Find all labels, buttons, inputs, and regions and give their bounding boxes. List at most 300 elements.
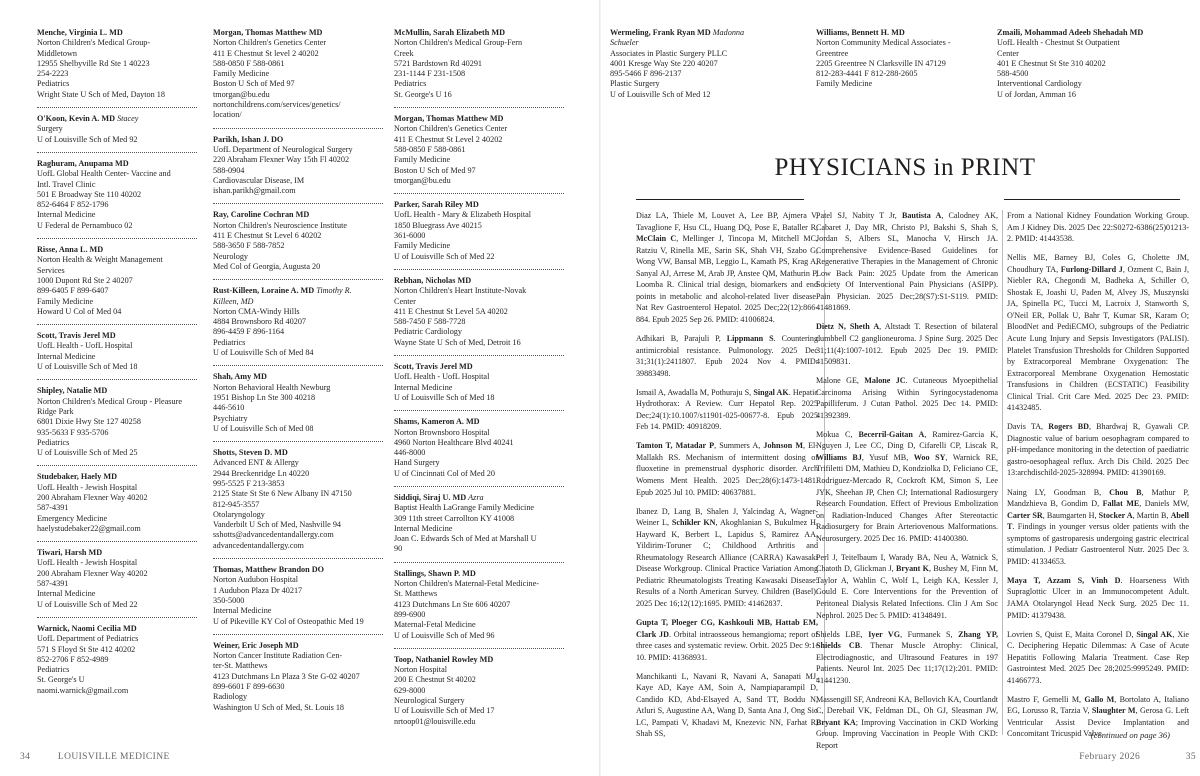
entry-line: Norton Health & Weight Management [37, 255, 163, 265]
entry-line: U of Louisville Sch of Med 92 [37, 134, 138, 144]
entry-line: 588-0850 F 588-0861 [394, 144, 466, 154]
entry-heading [213, 210, 383, 220]
directory-entry [610, 28, 790, 100]
citation: Ibanez D, Lang B, Shalen J, Yalcindag A, Wagner-Weiner L, Schikler KN, Akoghlanian S, Bukulmez H, Hayward K, Berbert L, Lapidus S, Ramirez AA, Yildirim-Toruner C; Childhood Arthritis and Rheumatology Research Alliance (CARRA) Kawasaki Disease Workgroup. Clinical Practice Variation Among Pediatric Rheumatologists Treating Kawasaki Disease: Results of a North American Survey. Children (Basel). 2025 Dec 16;12(12):1695. PMID: 41462837. [636, 506, 818, 608]
entry-line: Pediatrics [213, 337, 246, 347]
entry-line: St. George's U 16 [394, 89, 452, 99]
citation: Massengill SF, Andreoni KA, Bellovich KA, Courtlandt C, Derebail VK, Feldman DL, Oh GJ, Sleasman JW, Bryant KA; Improving Vaccination in CKD Working Group. Improving Vaccination in People With CKD: Report [816, 694, 998, 750]
entry-line: UofL Health - Mary & Elizabeth Hospital [394, 210, 532, 220]
entry-line: Neurology [213, 251, 249, 261]
entry-heading [394, 200, 564, 210]
directory-entry [394, 28, 564, 100]
directory-entry [213, 441, 383, 551]
physician-name: Ray, Caroline Cochran MD [213, 210, 310, 220]
entry-heading [213, 286, 383, 296]
entry-line: 852-2706 F 852-4989 [37, 654, 109, 664]
entry-line: Boston U Sch of Med 97 [213, 79, 295, 89]
physician-name: Studebaker, Haely MD [37, 472, 117, 482]
entry-divider [213, 279, 383, 280]
entry-line: 200 Abraham Flexner Way 40202 [37, 568, 148, 578]
citation-column-2 [816, 210, 998, 759]
entry-line: 587-4391 [37, 503, 69, 513]
physician-name: Rust-Killeen, Loraine A. MD [213, 286, 315, 296]
entry-line: 899-6601 F 899-6630 [213, 682, 285, 692]
entry-line: Hand Surgery [394, 458, 440, 468]
entry-line: 1000 Dupont Rd Ste 2 40207 [37, 275, 133, 285]
entry-line: Internal Medicine [394, 382, 453, 392]
entry-heading [394, 493, 564, 503]
entry-line: Psychiatry [213, 413, 248, 423]
physician-name: Wermeling, Frank Ryan MD [610, 28, 711, 37]
entry-line[interactable]: ishan.parikh@gmail.com [213, 186, 296, 196]
entry-heading [213, 135, 383, 145]
entry-heading [394, 28, 564, 38]
directory-entry [37, 238, 197, 317]
entry-heading [394, 569, 564, 579]
entry-line: 361-6000 [394, 231, 426, 241]
entry-line: 401 E Chestnut St Ste 310 40202 [997, 58, 1106, 68]
entry-heading [37, 548, 197, 558]
entry-line: 1 Audubon Plaza Dr 40217 [213, 585, 303, 595]
entry-line: UofL Health - Jewish Hospital [37, 482, 138, 492]
citation: Ismail A, Awadalla M, Pothuraju S, Singal AK. Hepatic Hydrothorax: A Review. Curr Hepatol Rep. 2025 Dec;24(1):10.1007/s11901-025-00677-8. Epub 2025 Feb 14. PMID: 40918209. [636, 387, 818, 432]
entry-line: Norton Brownsboro Hospital [394, 427, 490, 437]
entry-divider [394, 269, 564, 270]
entry-line: Norton Children's Medical Group- [37, 38, 151, 48]
directory-column-2 [213, 28, 383, 713]
entry-divider [394, 648, 564, 649]
entry-line: 254-2223 [37, 69, 69, 79]
entry-heading [37, 386, 197, 396]
entry-divider [394, 355, 564, 356]
entry-line: Ridge Park [37, 406, 74, 416]
entry-line: Family Medicine [37, 296, 94, 306]
physician-name: Weiner, Eric Joseph MD [213, 640, 299, 650]
entry-line: U of Louisville Sch of Med 18 [37, 362, 138, 372]
entry-line: Norton Audubon Hospital [213, 575, 299, 585]
title-rule [636, 199, 804, 200]
continued-note: (continued on page 36) [1090, 730, 1170, 740]
entry-line: Radiology [213, 692, 248, 702]
citation: Mastro F, Gemelli M, Gallo M, Bortolato A, Italiano EG, Lorusso R, Tarzia V, Slaughter M, Gerosa G. Left Ventricular Assist Device Implantation and Concomitant Tricuspid Valve [1007, 694, 1189, 739]
entry-line: Pediatrics [37, 665, 70, 675]
entry-line: Family Medicine [394, 241, 451, 251]
entry-divider [213, 128, 383, 129]
entry-line: 4123 Dutchmans Ln Ste 606 40207 [394, 599, 511, 609]
citation: Adhikari B, Parajuli P, Lippmann S. Countering antimicrobial resistance. Pulmonology. 2025 Dec 31;31(1):2411807. Epub 2024 Nov 4. PMID: 39883498. [636, 333, 819, 378]
entry-divider [394, 410, 564, 411]
entry-divider [394, 193, 564, 194]
entry-divider [37, 541, 197, 542]
entry-line: U of Louisville Sch of Med 12 [610, 89, 711, 99]
entry-line: 411 E Chestnut St Level 5A 40202 [394, 306, 508, 316]
entry-line: U of Louisville Sch of Med 22 [37, 599, 138, 609]
directory-entry [213, 558, 383, 627]
directory-entry [394, 486, 564, 555]
citation: Perl J, Teitelbaum I, Warady BA, Neu A, Watnick S, Chatoth D, Glickman J, Bryant K, Bushey M, Finn M, Taylor A, Wahlin C, Wolf L, Leigh KA, Kessler J, Gould E. Core Interventions for the Prevention of Peritoneal Dialysis Related Infections. Clin J Am Soc Nephrol. 2025 Dec 5. PMID: 41348491. [816, 552, 998, 620]
entry-line: Middletown [37, 48, 78, 58]
entry-heading [394, 276, 564, 286]
entry-line: 411 E Chestnut St Level 6 40202 [213, 231, 322, 241]
entry-line: 588-3650 F 588-7852 [213, 241, 285, 251]
directory-entry [213, 279, 383, 358]
entry-line: U of Louisville Sch of Med 18 [394, 392, 495, 402]
physician-name: Zmaili, Mohammad Adeeb Shehadah MD [997, 28, 1144, 37]
entry-divider [213, 365, 383, 366]
entry-line: UofL Health - Jewish Hospital [37, 558, 138, 568]
physician-name: Raghuram, Anupama MD [37, 158, 129, 168]
entry-divider [37, 617, 197, 618]
entry-line: 852-6464 F 852-1796 [37, 200, 109, 210]
entry-heading [394, 655, 564, 665]
entry-divider [37, 238, 197, 239]
entry-line: 587-4391 [37, 579, 69, 589]
entry-line: Baptist Health LaGrange Family Medicine [394, 503, 535, 513]
entry-divider [213, 203, 383, 204]
entry-line: 350-5000 [213, 595, 245, 605]
directory-entry [37, 541, 197, 610]
spouse-name: Timothy R. [316, 286, 352, 296]
entry-line: U of Louisville Sch of Med 25 [37, 448, 138, 458]
entry-line: Otolaryngology [213, 509, 265, 519]
spouse-name: Stacey [117, 114, 139, 124]
directory-entry [37, 107, 197, 145]
entry-line: 588-0850 F 588-0861 [213, 58, 285, 68]
directory-entry [816, 28, 1001, 90]
entry-line: Pediatrics [37, 79, 70, 89]
citation: Nellis ME, Barney BJ, Coles G, Cholette JM, Choudhury TA, Furlong-Dillard J, Ozment C, Bain J, Niebler RA, Chegondi M, Badheka A, Schiller O, Shostak E, Joashi U, Paden M, Alvey JS, Muszynski JA, Spinella PC, Tucci M, Lacroix J, Stanworth S, O'Neil ER, Pollak U, Bahr T, Kumar SR, Karam O; BloodNet and PediECMO, subgroups of the Pediatric Acute Lung Injury and Sepsis Investigators (PALISI). Platelet Transfusion Thresholds for Children Supported by Extracorporeal Membrane Oxygenation: The Extracorporeal Membrane Oxygenation Hemostatic Transfusions in Children (ECSTATIC) Feasibility Clinical Trial. Crit Care Med. 2025 Dec 23. PMID: 41432485. [1007, 253, 1189, 413]
entry-line: 995-5525 F 213-3853 [213, 478, 285, 488]
entry-line: Pediatric Cardiology [394, 327, 462, 337]
entry-line: U of Louisville Sch of Med 22 [394, 251, 495, 261]
entry-line: 588-0904 [213, 165, 245, 175]
physician-name: Parker, Sarah Riley MD [394, 200, 479, 210]
entry-line: 1951 Bishop Ln Ste 300 40218 [213, 392, 316, 402]
entry-line: U of Louisville Sch of Med 96 [394, 630, 495, 640]
entry-heading [37, 159, 197, 169]
entry-line: Wayne State U Sch of Med, Detroit 16 [394, 337, 521, 347]
citation: Naing LY, Goodman B, Chou B, Mathur P, Mandzhieva B, Gondim D, Fallat ME, Daniels MW, Carter SR, Baumgarten H, Stocker A, Martin B, Abell T. Findings in younger versus older patients with the symptoms of gastroparesis undergoing gastric electrical stimulation. J Pediatr Gastroenterol Nutr. 2025 Dec 3. PMID: 41334653. [1007, 487, 1189, 566]
physician-name: McMullin, Sarah Elizabeth MD [394, 28, 505, 37]
entry-line: UofL Department of Neurological Surgery [213, 144, 353, 154]
spouse-name-cont: Schueler [610, 38, 639, 48]
directory-entry [213, 28, 383, 121]
entry-line: Norton Cancer Institute Radiation Cen- [213, 651, 343, 661]
directory-entry [37, 465, 197, 534]
entry-line: Cardiovascular Disease, IM [213, 175, 305, 185]
entry-line: Norton Children's Genetics Center [394, 124, 508, 134]
entry-line: 411 E Chestnut St Level 2 40202 [394, 134, 503, 144]
physician-name: Stallings, Shawn P. MD [394, 568, 476, 578]
physician-name: Parikh, Ishan J. DO [213, 134, 284, 144]
entry-line: 90 [394, 544, 403, 554]
entry-line: 935-5633 F 935-5706 [37, 427, 109, 437]
entry-heading [394, 362, 564, 372]
entry-heading [997, 28, 1182, 38]
entry-line: Emergency Medicine [37, 513, 108, 523]
entry-line: 411 E Chestnut St level 2 40202 [213, 48, 319, 58]
directory-column-3 [394, 28, 564, 727]
section-title: PHYSICIANS in PRINT [774, 154, 1036, 181]
citation-column-3 [1007, 210, 1189, 747]
citation: Gupta T, Ploeger CG, Kashkouli MB, Hattab EM, Clark JD. Orbital intraosseous hemangioma; report of three cases and systematic review. Orbit. 2025 Dec 9:1-10. PMID: 41368931. [636, 618, 819, 662]
entry-divider [394, 486, 564, 487]
entry-line: U of Louisville Sch of Med 17 [394, 706, 495, 716]
entry-line: UofL Department of Pediatrics [37, 634, 139, 644]
entry-line: Internal Medicine [37, 351, 96, 361]
physician-name: Scott, Travis Jerel MD [394, 362, 473, 372]
title-rule [1004, 199, 1180, 200]
citation: Malone GE, Malone JC. Cutaneous Myoepithelial Carcinoma Arising Within Syringocystadenoma Papilliferum. J Cutan Pathol. 2025 Dec 14. PMID: 41392389. [816, 376, 998, 420]
entry-heading [213, 641, 383, 651]
directory-entry [37, 617, 197, 696]
directory-entry [37, 152, 197, 231]
entry-divider [37, 152, 197, 153]
entry-line: Boston U Sch of Med 97 [394, 165, 476, 175]
entry-line: Pediatrics [394, 79, 427, 89]
entry-heading [37, 624, 197, 634]
left-footer [20, 752, 170, 762]
entry-line: Joan C. Edwards Sch of Med at Marshall U [394, 534, 537, 544]
entry-line: Pediatrics [37, 437, 70, 447]
physician-name: Toop, Nathaniel Rowley MD [394, 654, 494, 664]
entry-line: 2125 State St Ste 6 New Albany IN 47150 [213, 489, 352, 499]
entry-heading [394, 417, 564, 427]
entry-line: 812-945-3557 [213, 499, 260, 509]
entry-line: St. Matthews [394, 589, 438, 599]
entry-line[interactable]: advancedentandallergy.com [213, 540, 304, 550]
entry-divider [213, 634, 383, 635]
entry-line: ter-St. Matthews [213, 661, 268, 671]
entry-line: Surgery [37, 124, 63, 134]
entry-line: 2205 Greentree N Clarksville IN 47129 [816, 58, 946, 68]
entry-line: 309 11th street Carrollton KY 41008 [394, 513, 515, 523]
right-footer [1079, 752, 1196, 762]
directory-entry [213, 365, 383, 434]
entry-divider [394, 562, 564, 563]
spouse-name: Madonna [712, 28, 745, 37]
entry-line: 5721 Bardstown Rd 40291 [394, 58, 483, 68]
entry-line: 6801 Dixie Hwy Ste 127 40258 [37, 417, 141, 427]
entry-line: Intl. Travel Clinic [37, 179, 96, 189]
citation: Mokua C, Becerril-Gaitan A, Ramirez-Garcia K, Nguyen J, Lee CC, Ding D, Cifarelli CP, Liscak R, Williams BJ, Yusuf MB, Woo SY, Warnick RE, Trifiletti DM, Mathieu D, Kondziolka D, Feliciano CE, Rodriguez-Mercado R, Cockroft KM, Simon S, Lee JYK, Sheehan JP, Chen CJ; International Radiosurgery Research Foundation. Effect of Previous Embolization on Radiation-Induced Changes After Stereotactic Radiosurgery for Brain Arteriovenous Malformations. Neurosurgery. 2025 Dec 16. PMID: 41400380. [816, 429, 998, 543]
physician-name: Risse, Anna L. MD [37, 245, 104, 255]
entry-line: St. George's U [37, 675, 85, 685]
entry-line: Internal Medicine [394, 523, 453, 533]
entry-heading [37, 114, 197, 124]
directory-entry [394, 410, 564, 479]
issue-date: February 2026 [1079, 752, 1141, 762]
directory-column-4 [610, 28, 790, 100]
physician-name: Scott, Travis Jerel MD [37, 331, 116, 341]
entry-line: Services [37, 265, 65, 275]
physician-name: Siddiqi, Siraj U. MD [394, 492, 467, 502]
directory-column-5 [816, 28, 1001, 90]
entry-line[interactable]: sshotts@advancedentandallergy.com [213, 530, 334, 540]
entry-heading [37, 245, 197, 255]
citation: Patel SJ, Nabity T Jr, Bautista A, Calodney AK, Cabaret J, Day MR, Christo PJ, Bakshi S, Shah S, Jordan S, Albers SL, Manocha V, Hirsch JA. Comprehensive Evidence-Based Guidelines for Regenerative Therapies in the Management of Chronic Low Back Pain: 2025 Update from the American Society Of Interventional Pain Physicians (ASIPP). Pain Physician. 2025 Dec;28(S7):S1-S119. PMID: 41481869. [816, 211, 998, 313]
entry-heading [213, 28, 383, 38]
entry-line: Associates in Plastic Surgery PLLC [610, 48, 728, 58]
entry-divider [394, 107, 564, 108]
directory-entry [213, 634, 383, 713]
spouse-name: Azra [468, 492, 484, 502]
entry-line: Internal Medicine [37, 589, 96, 599]
entry-line: U of Louisville Sch of Med 08 [213, 423, 314, 433]
citation: From a National Kidney Foundation Working Group. Am J Kidney Dis. 2025 Dec 22:S0272-6386(25)01213-2. PMID: 41443538. [1007, 211, 1189, 244]
entry-line: Norton Children's Maternal-Fetal Medicine- [394, 579, 539, 589]
citation: Dietz N, Sheth A, Altstadt T. Resection of bilateral dumbbell C2 ganglioneuroma. J Spine Surg. 2025 Dec 31;11(4):1007-1012. Epub 2025 Dec 19. PMID: 41509831. [816, 322, 998, 367]
entry-line: Center [394, 296, 416, 306]
entry-line: 501 E Broadway Ste 110 40202 [37, 189, 142, 199]
entry-line[interactable]: naomi.warnick@gmail.com [37, 685, 129, 695]
directory-entry [394, 648, 564, 727]
entry-line: Family Medicine [213, 69, 270, 79]
entry-line: 4001 Kresge Way Ste 220 40207 [610, 58, 718, 68]
directory-entry [37, 28, 197, 100]
entry-line: Norton Hospital [394, 665, 447, 675]
entry-line: Advanced ENT & Allergy [213, 458, 299, 468]
citation: Davis TA, Rogers BD, Bhardwaj R, Gyawali CP. Diagnostic value of barium oesophagram compared to pH-impedance monitoring in the detection of paediatric gastro-oesophageal reflux. Arch Dis Child. 2025 Dec 13:archdischild-2025-328994. PMID: 41390169. [1007, 422, 1190, 478]
entry-line: Center [997, 48, 1019, 58]
entry-line: Norton Children's Genetics Center [213, 38, 327, 48]
entry-heading [37, 331, 197, 341]
entry-line: 896-4459 F 896-1164 [213, 327, 285, 337]
entry-line: 588-4500 [997, 69, 1029, 79]
entry-line: 899-6900 [394, 609, 426, 619]
entry-heading [394, 114, 564, 124]
physician-name: Rebhan, Nicholas MD [394, 275, 472, 285]
right-page [600, 0, 1200, 776]
entry-heading [37, 28, 197, 38]
entry-line: Neurological Surgery [394, 696, 465, 706]
entry-line: 12955 Shelbyville Rd Ste 1 40223 [37, 58, 150, 68]
physician-name: Shah, Amy MD [213, 372, 267, 382]
entry-divider [213, 441, 383, 442]
physician-name: Menche, Virginia L. MD [37, 28, 123, 37]
entry-line: 200 E Chestnut St 40202 [394, 675, 476, 685]
entry-divider [37, 324, 197, 325]
directory-entry [213, 128, 383, 197]
entry-line[interactable]: tmorgan@bu.edu [213, 89, 270, 99]
entry-heading [213, 448, 383, 458]
entry-heading [610, 28, 790, 38]
directory-entry [394, 269, 564, 348]
entry-line: U of Jordan, Amman 16 [997, 89, 1076, 99]
entry-line: Norton Children's Medical Group-Fern [394, 38, 523, 48]
entry-heading [213, 372, 383, 382]
entry-line: Norton Children's Heart Institute-Novak [394, 286, 527, 296]
entry-line: 4884 Brownsboro Rd 40207 [213, 317, 307, 327]
entry-line: 446-5610 [213, 403, 245, 413]
entry-line: 629-8000 [394, 685, 426, 695]
directory-entry [394, 107, 564, 186]
entry-divider [37, 107, 197, 108]
entry-line: Washington U Sch of Med, St. Louis 18 [213, 702, 345, 712]
physician-name: Shotts, Steven D. MD [213, 448, 288, 458]
entry-divider [37, 465, 197, 466]
entry-heading [213, 565, 383, 575]
entry-line: Greentree [816, 48, 849, 58]
entry-line: Norton Community Medical Associates - [816, 38, 951, 48]
right-page-number: 35 [1185, 752, 1196, 762]
physician-name: O'Koon, Kevin A. MD [37, 114, 116, 124]
entry-line: 812-283-4441 F 812-288-2605 [816, 69, 918, 79]
entry-line: 220 Abraham Flexner Way 15th Fl 40202 [213, 155, 350, 165]
spouse-name-cont: Killeen, MD [213, 296, 254, 306]
entry-line: 899-6405 F 899-6407 [37, 286, 109, 296]
entry-line: Interventional Cardiology [997, 79, 1082, 89]
directory-column-1 [37, 28, 197, 696]
entry-line: Creek [394, 48, 414, 58]
entry-line: Norton CMA-Windy Hills [213, 306, 300, 316]
entry-line: 1850 Bluegrass Ave 40215 [394, 220, 482, 230]
entry-line: UofL Health - UofL Hospital [394, 372, 490, 382]
entry-line: 446-8000 [394, 448, 426, 458]
entry-line: U of Pikeville KY Col of Osteopathic Med 19 [213, 616, 364, 626]
citation: Shields LBE, Iyer VG, Furmanek S, Zhang YP, Shields CB. Thenar Muscle Atrophy: Clinical, Electrodiagnostic, and Ultrasound Features in 197 Patients. Neurol Int. 2025 Dec 11;17(12):201. PMID: 41441230. [816, 629, 998, 685]
entry-line: 4960 Norton Healthcare Blvd 40241 [394, 437, 514, 447]
citation: Maya T, Azzam S, Vinh D. Hoarseness With Supraglottic Ulcer in an Immunocompetent Adult. JAMA Otolaryngol Head Neck Surg. 2025 Dec 11. PMID: 41379438. [1007, 575, 1189, 620]
physician-name: Thomas, Matthew Brandon DO [213, 565, 324, 575]
citation: Tamton T, Matadar P, Summers A, Johnson M, El-Mallakh RS. Mechanism of intermittent dosing of fluoxetine in premenstrual dysphoric disorder. Arch Womens Ment Health. 2025 Dec;28(6):1473-1481. Epub 2025 Jul 10. PMID: 40637881. [636, 441, 818, 497]
physician-name: Morgan, Thomas Matthew MD [213, 28, 323, 37]
publication-name: LOUISVILLE MEDICINE [57, 752, 170, 762]
entry-line: Norton Children's Neuroscience Institute [213, 220, 348, 230]
entry-divider [213, 558, 383, 559]
entry-line: 200 Abraham Flexner Way 40202 [37, 492, 148, 502]
citation: Manchikanti L, Navani R, Navani A, Sanapati MJ, Kaye AD, Kaye AM, Soin A, Nampiaparampil D, Candido KD, Abd-Elsayed A, Sand TT, Boddu N, Atluri S, Augustine AA, Wang D, Santa Ana J, Ong Sio LC, Pampati V, Khadavi M, Knezevic NN, Farhat R, Shah SS, [636, 671, 818, 739]
entry-line: UofL Global Health Center- Vaccine and [37, 169, 171, 179]
directory-column-6 [997, 28, 1182, 100]
entry-line: Norton Children's Medical Group - Pleasure [37, 396, 182, 406]
entry-line[interactable]: haelystudebaker22@gmail.com [37, 523, 141, 533]
directory-entry [213, 203, 383, 272]
entry-line[interactable]: tmorgan@bu.edu [394, 175, 451, 185]
entry-line: 588-7450 F 588-7728 [394, 317, 466, 327]
entry-divider [37, 379, 197, 380]
entry-line: Plastic Surgery [610, 79, 660, 89]
directory-entry [37, 324, 197, 372]
entry-heading [816, 28, 1001, 38]
entry-line[interactable]: nrtoop01@louisville.edu [394, 716, 476, 726]
entry-line: U of Cincinnati Col of Med 20 [394, 468, 495, 478]
entry-line: Med Col of Georgia, Augusta 20 [213, 261, 321, 271]
entry-line: Family Medicine [394, 155, 451, 165]
entry-line: 2944 Breckenridge Ln 40220 [213, 468, 310, 478]
entry-line: U of Louisville Sch of Med 84 [213, 348, 314, 358]
directory-entry [37, 379, 197, 458]
citation: Diaz LA, Thiele M, Louvet A, Lee BP, Ajmera V, Tavaglione F, Hsu CL, Huang DQ, Pose E, Bataller R, McClain C, Mellinger J, Tincopa M, Mitchell MC, Ratziu V, Rinella ME, Sarin SK, Shah VH, Szabo G, Wong VW, Bansal MB, Leggio L, Kamath PS, Krag A, Sanyal AJ, Arrese M, Arab JP, Anstee QM, Mathurin P, Loomba R. Clinical trial design, biomarkers and end points in metabolic and alcohol-related liver disease. Nat Rev Gastroenterol Hepatol. 2025 Dec;22(12):866-884. Epub 2025 Sep 26. PMID: 41006824. [636, 211, 818, 324]
entry-line: 895-5466 F 896-2137 [610, 69, 682, 79]
physician-name: Shams, Kameron A. MD [394, 417, 480, 427]
physician-name: Shipley, Natalie MD [37, 386, 108, 396]
entry-line: U Federal de Pernambuco 02 [37, 220, 133, 230]
directory-entry [394, 355, 564, 403]
entry-line: Internal Medicine [213, 606, 272, 616]
entry-line: location/ [213, 110, 242, 120]
directory-entry [997, 28, 1182, 100]
directory-entry [394, 193, 564, 262]
entry-line: Internal Medicine [37, 210, 96, 220]
entry-line[interactable]: nortonchildrens.com/services/genetics/ [213, 100, 341, 110]
entry-line: UofL Health - UofL Hospital [37, 341, 133, 351]
entry-line: Maternal-Fetal Medicine [394, 620, 476, 630]
entry-heading [37, 472, 197, 482]
entry-line: 571 S Floyd St Ste 412 40202 [37, 644, 136, 654]
entry-line: Wright State U Sch of Med, Dayton 18 [37, 89, 165, 99]
directory-entry [394, 562, 564, 641]
